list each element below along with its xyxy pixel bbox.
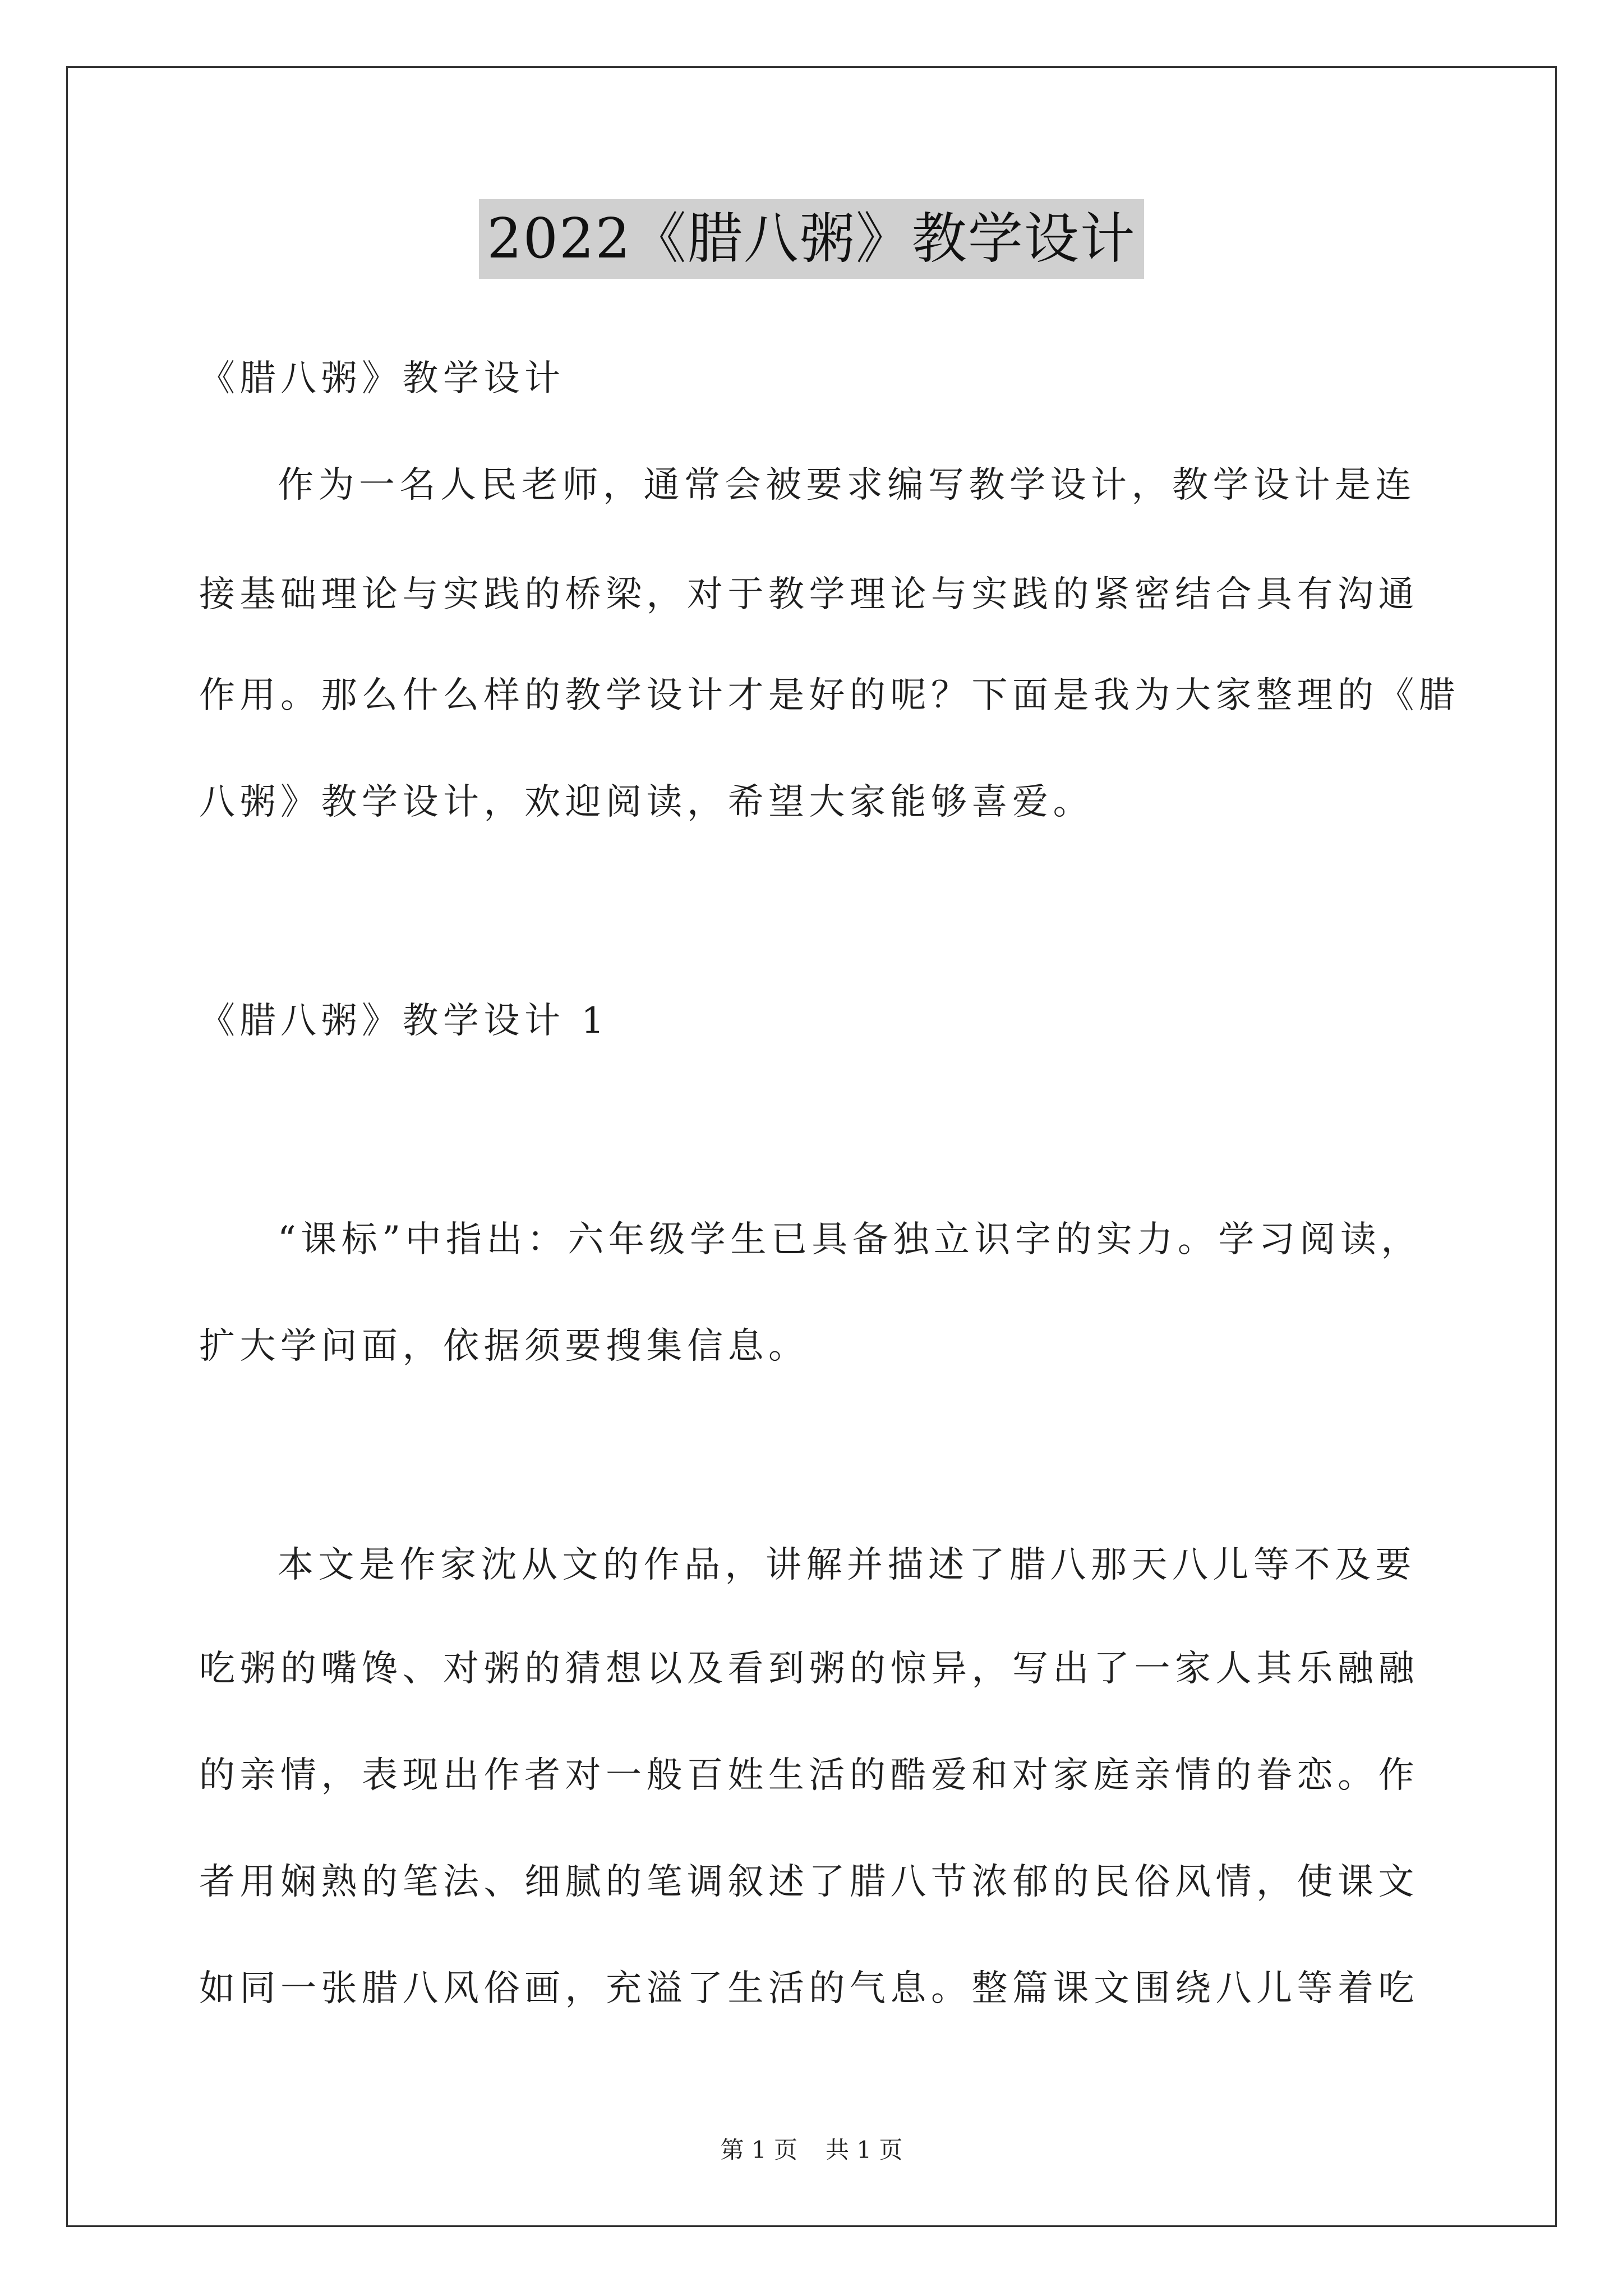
paragraph-line: 的亲情，表现出作者对一般百姓生活的酷爱和对家庭亲情的眷恋。作 bbox=[199, 1755, 1419, 1796]
section-heading: 《腊八粥》教学设计 1 bbox=[199, 1000, 609, 1042]
paragraph-line: 者用娴熟的笔法、细腻的笔调叙述了腊八节浓郁的民俗风情，使课文 bbox=[199, 1861, 1419, 1903]
paragraph-line: 作用。那么什么样的教学设计才是好的呢？下面是我为大家整理的《腊 bbox=[199, 675, 1460, 716]
page-number-current: 第 1 页 bbox=[720, 2136, 797, 2164]
paragraph-line: 吃粥的嘴馋、对粥的猜想以及看到粥的惊异，写出了一家人其乐融融 bbox=[199, 1648, 1419, 1690]
paragraph-line: “课标”中指出：六年级学生已具备独立识字的实力。学习阅读， bbox=[278, 1219, 1422, 1260]
paragraph-line: 本文是作家沈从文的作品，讲解并描述了腊八那天八儿等不及要 bbox=[278, 1544, 1416, 1586]
paragraph-line: 接基础理论与实践的桥梁，对于教学理论与实践的紧密结合具有沟通 bbox=[199, 574, 1419, 615]
paragraph-line: 如同一张腊八风俗画，充溢了生活的气息。整篇课文围绕八儿等着吃 bbox=[199, 1968, 1419, 2009]
document-title: 2022《腊八粥》教学设计 bbox=[479, 199, 1144, 279]
paragraph-line: 八粥》教学设计，欢迎阅读，希望大家能够喜爱。 bbox=[199, 781, 1094, 823]
title-container bbox=[0, 199, 1623, 279]
paragraph-line: 作为一名人民老师，通常会被要求编写教学设计，教学设计是连 bbox=[278, 464, 1416, 506]
page-footer bbox=[0, 2134, 1623, 2166]
page-number-total: 共 1 页 bbox=[826, 2136, 903, 2164]
paragraph-line: 扩大学问面，依据须要搜集信息。 bbox=[199, 1326, 809, 1367]
section-heading: 《腊八粥》教学设计 bbox=[199, 358, 565, 399]
